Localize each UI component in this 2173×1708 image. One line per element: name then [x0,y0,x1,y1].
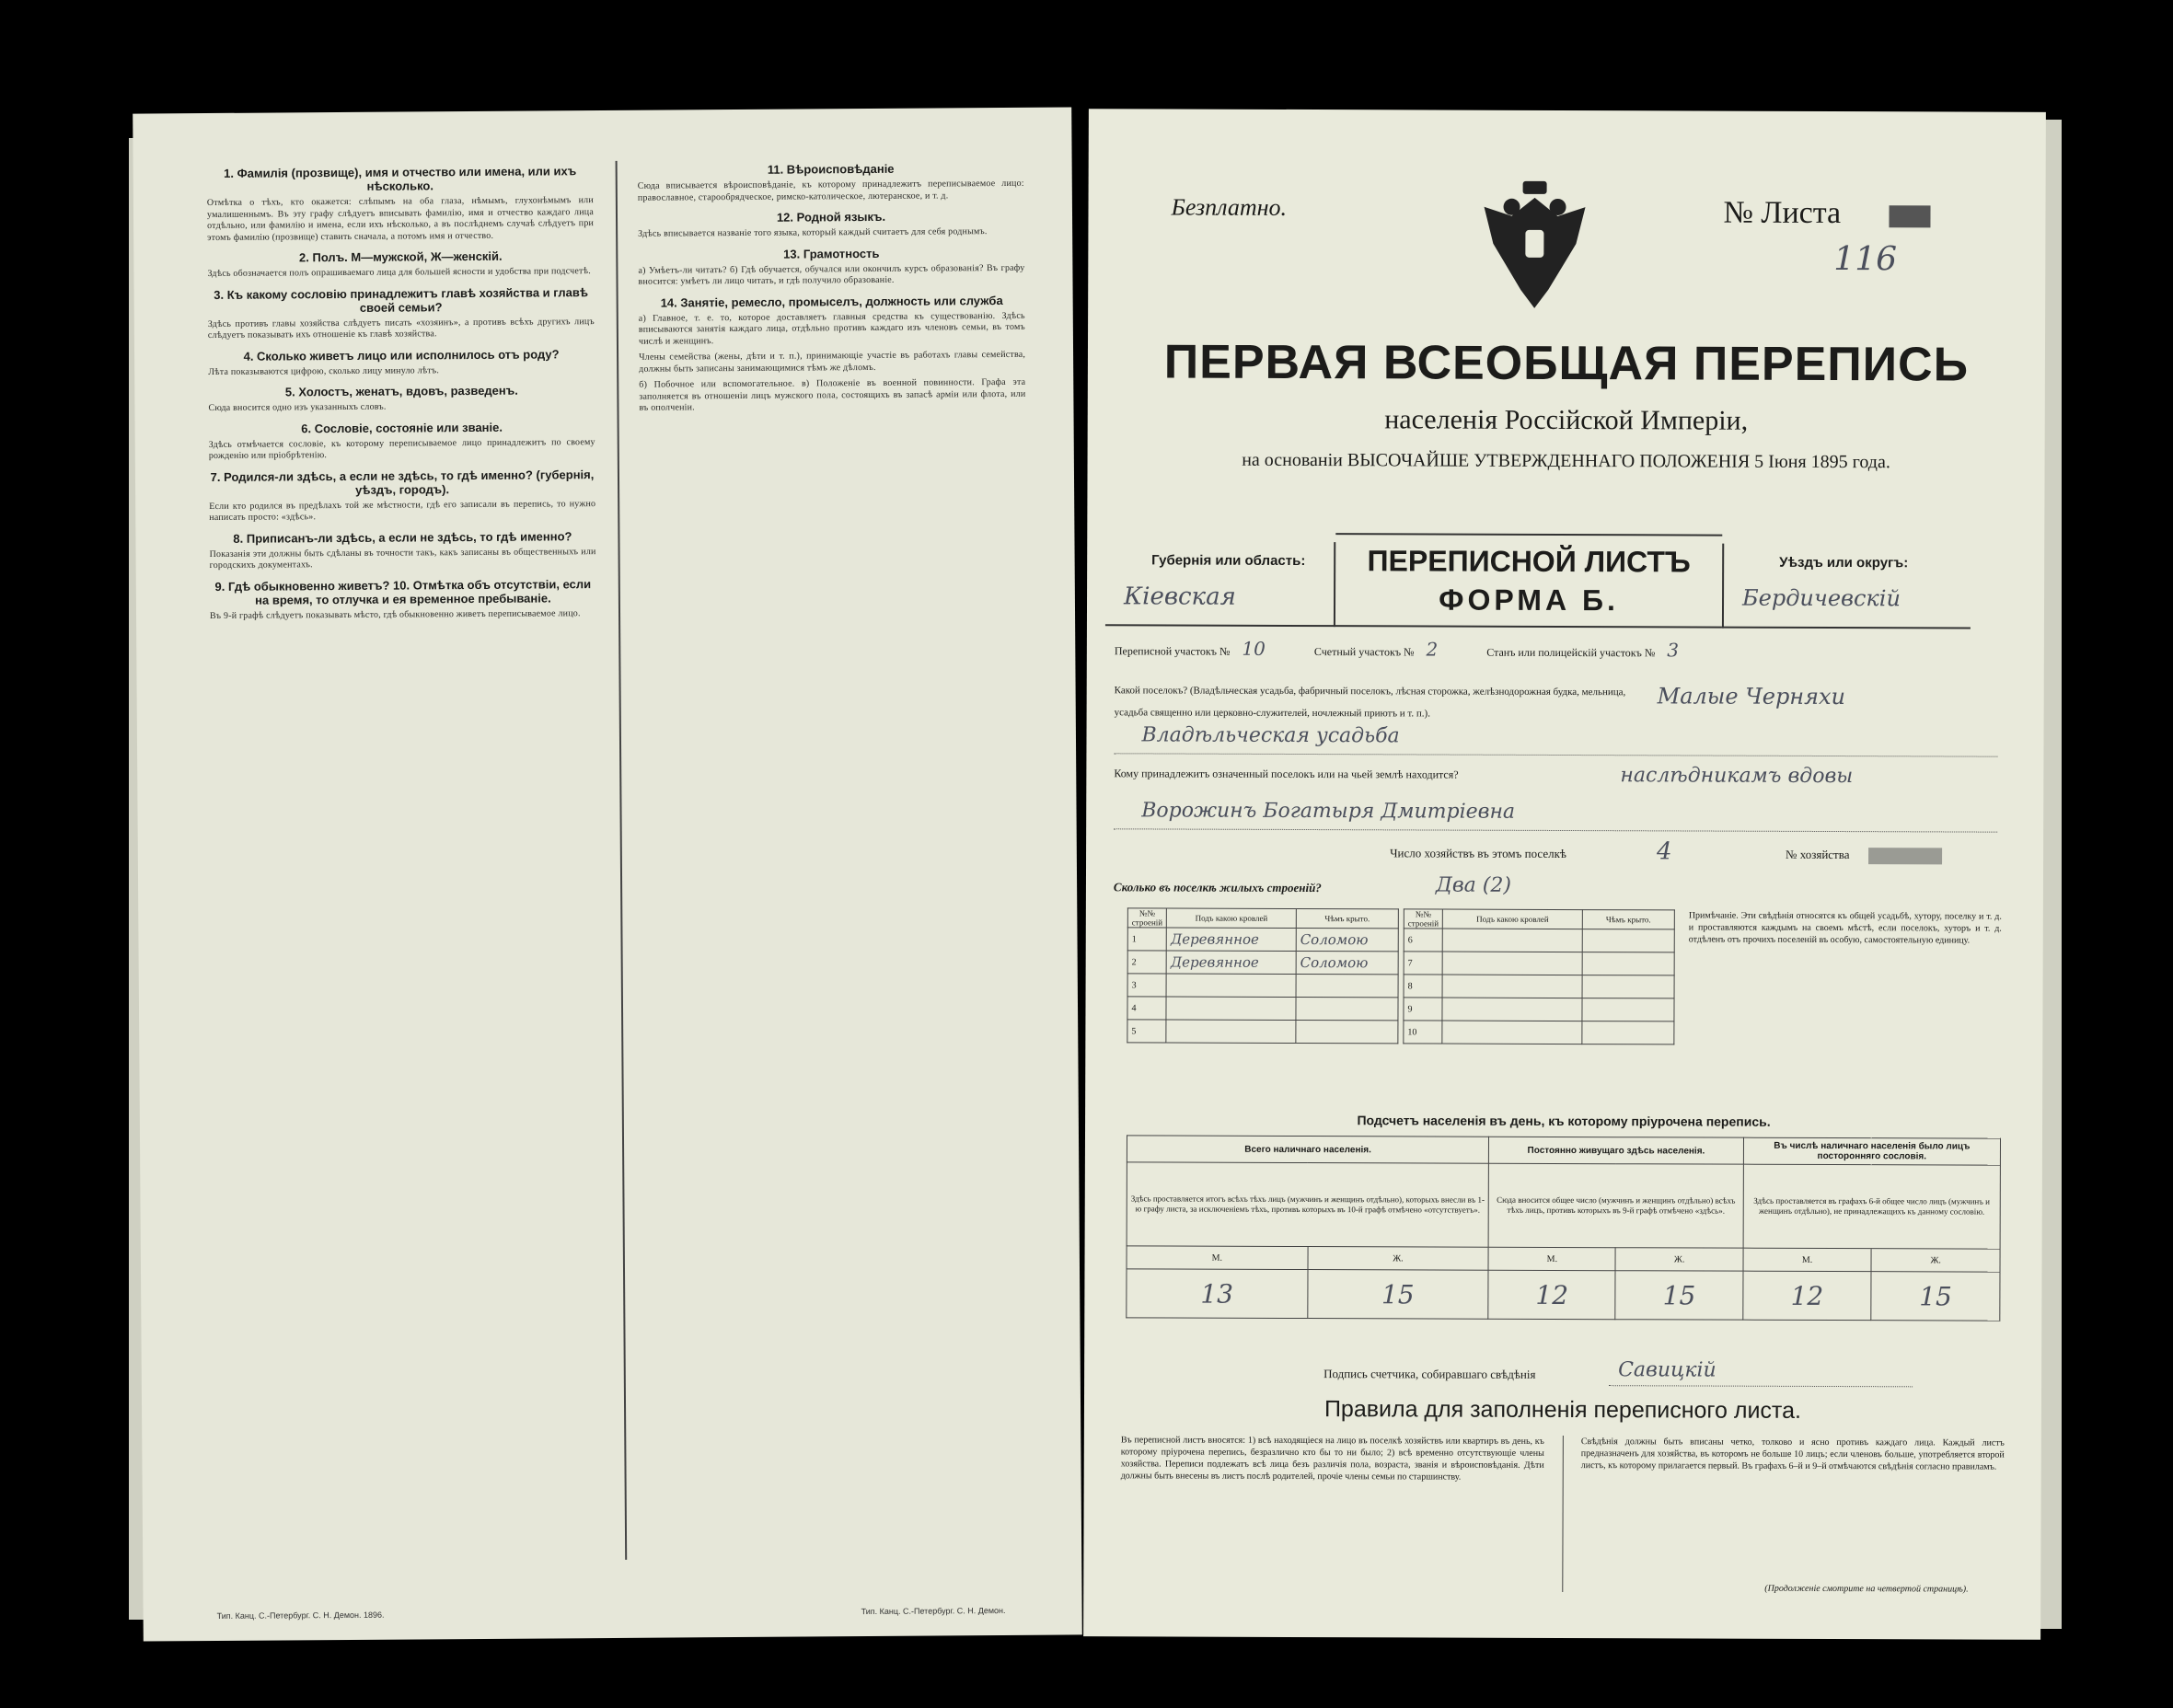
section-text: Въ 9-й графѣ слѣдуетъ показывать мѣсто, гдѣ обыкновенно живетъ переписываемое лицо. [209,607,581,621]
population-count-table [1126,1135,2001,1321]
building-roof [1442,952,1582,975]
female-label: Ж. [1615,1248,1742,1271]
building-roof: Деревянное [1166,928,1296,951]
free-label: Безплатно. [1171,193,1288,221]
building-cover [1582,952,1674,975]
settlement-value-2: Владѣльческая усадьба [1141,723,1400,748]
form-title: ПЕРЕПИСНОЙ ЛИСТЪ [1367,544,1691,579]
table-row [1404,975,1674,998]
buildings-table-right [1403,908,1675,1044]
count-group-desc: Здѣсь проставляется въ графахъ 6-й общее число лицъ (мужчинъ и женщинъ отдѣльно), не принадлежащихъ къ данному сословію. [1743,1164,2001,1249]
count-value: 15 [1307,1270,1488,1320]
section-text: Здѣсь отмѣчается сословіе, къ которому переписываемое лицо принадлежитъ по своему рожденію или пріобрѣтенію. [208,436,595,462]
building-roof [1166,1020,1296,1043]
section-heading: 3. Къ какому сословію принадлежитъ главѣ хозяйства и главѣ своей семьи? [214,284,588,315]
table-row [1404,929,1674,952]
section-heading: 6. Сословіе, состояніе или званіе. [301,420,503,435]
district-label: Уѣздъ или округъ: [1779,554,1909,571]
section-text: Сюда вписывается вѣроисповѣданіе, къ которому принадлежитъ переписываемое лицо: православное, старообрядческое, римско-католическое, лютеранское, и т. д. [637,178,1024,203]
signature-label: Подпись счетчика, собиравшаго свѣдѣнія [1323,1367,1536,1381]
building-cover [1582,1021,1674,1044]
building-roof [1442,975,1582,998]
household-number-stamp [1868,848,1942,864]
section-text: а) Умѣетъ-ли читать? б) Гдѣ обучается, обучался или окончилъ курсъ образованія? Въ графу вносится: умѣетъ ли лицо читать, и гдѣ получило образованіе. [638,262,1025,287]
table-row [1127,997,1398,1021]
building-number: 3 [1127,974,1166,997]
section-text: Здѣсь обозначается полъ опрашиваемаго лица для большей ясности и удобства при подсчетѣ. [207,266,591,280]
rules-title: Правила для заполненія переписного листа. [1323,1396,1802,1424]
section-heading: 13. Грамотность [783,246,880,261]
owner-rule [1114,828,1997,832]
building-roof [1442,1021,1582,1044]
rules-divider [1562,1436,1564,1592]
police-district-value: 3 [1667,639,1680,662]
settlement-rule [1114,753,1997,756]
building-number: 6 [1404,929,1442,952]
district-box [1722,544,1971,629]
table-row [1127,928,1398,952]
buildings-table-left [1127,907,1399,1044]
column-divider [616,161,628,1560]
section-heading: 7. Родился-ли здѣсь, а если не здѣсь, то гдѣ именно? (губернія, уѣздъ, городъ). [210,467,595,497]
section-text: Лѣта показываются цифрою, сколько лицу минуло лѣтъ. [208,364,440,377]
section-heading: 12. Родной языкъ. [776,209,886,225]
left-column-1 [207,156,604,1576]
building-roof [1166,997,1296,1020]
building-number: 9 [1404,998,1442,1021]
count-group-label: Въ числѣ наличнаго населенія было лицъ посторонняго сословія. [1743,1137,2000,1165]
census-district-label: Переписной участокъ № [1114,644,1231,658]
households-value: 4 [1657,837,1672,866]
table-header-cell: №№ строеній [1404,909,1442,929]
footer-left: Тип. Канц. С.-Петербург. С. Н. Демон. 1896. [216,1610,385,1621]
section-heading: 8. Приписанъ-ли здѣсь, а если не здѣсь, то гдѣ именно? [233,528,572,546]
rules-right-column: Свѣдѣнія должны быть вписаны четко, толково и ясно противъ каждаго лица. Каждый листъ предназначенъ для хозяйства, въ которомъ не больше 10 лицъ; если членовъ больше, употребляется второй листъ, къ которому прилагается первый. Въ графахъ 6–й и 9–й отмѣчаются свѣдѣнія согласно правиламъ. [1580,1437,2005,1472]
building-cover [1296,997,1398,1020]
table-header-cell: Подъ какою кровлей [1167,908,1297,928]
building-cover [1296,1020,1398,1043]
table-row [1404,1021,1674,1044]
signature-value: Савицкій [1618,1358,1716,1382]
household-number-label: № хозяйства [1786,847,1850,862]
building-cover: Соломою [1296,928,1398,951]
building-number: 7 [1404,952,1442,975]
table-row [1404,952,1674,975]
building-number: 2 [1127,951,1166,974]
rules-left-column: Въ переписной листъ вносятся: 1) всѣ находящіеся на лицо въ поселкѣ хозяйствъ или квартиръ въ день, къ которому пріурочена перепись, безразлично кто бы то ни было; 2) всѣ временно отсутствующіе члены хозяйства. Переписи подлежатъ всѣ лица безъ различія пола, возраста, званія и вѣроисповѣданія. Дѣти должны быть внесены въ листъ послѣ родителей, прочіе члены семьи по старшинству. [1120,1435,1544,1483]
building-number: 4 [1127,997,1166,1020]
count-group-desc: Сюда вносится общее число (мужчинъ и женщинъ отдѣльно) всѣхъ тѣхъ лицъ, противъ которыхъ въ 9-й графѣ отмѣчено «здѣсь». [1488,1163,1743,1248]
police-district-label: Станъ или полицейскій участокъ № [1486,645,1656,660]
table-row [1127,951,1398,975]
province-label: Губернія или область: [1151,552,1306,570]
female-label: Ж. [1871,1249,2000,1272]
section-heading: 11. Вѣроисповѣданіе [767,161,895,177]
count-district-value: 2 [1426,638,1439,661]
building-cover: Соломою [1296,951,1398,974]
count-group-label: Всего наличнаго населенія. [1127,1136,1488,1163]
section-heading: 14. Занятіе, ремесло, промыселъ, должность или служба [660,293,1003,310]
count-group-label: Постоянно живущаго здѣсь населенія. [1489,1137,1744,1164]
section-text: Члены семейства (жены, дѣти и т. п.), принимающіе участіе въ работахъ главы семейства, должны быть записаны занимающимися тѣмъ же дѣломъ. [639,349,1026,375]
count-value: 13 [1127,1269,1308,1319]
form-title-box [1335,533,1722,628]
buildings-note: Примѣчаніе. Эти свѣдѣнія относятся къ общей усадьбѣ, хутору, поселку и т. д. и проставляются каждымъ на своемъ мѣстѣ, если поселокъ, хуторъ и т. д. отдѣленъ отъ прочихъ поселеній въ особую, самостоятельную единицу. [1688,910,2002,946]
owner-value-2: Ворожинъ Богатыря Дмитріевна [1141,799,1516,824]
table-row [1404,998,1674,1021]
table-header-cell: №№ строеній [1127,908,1166,928]
male-label: М. [1743,1248,1872,1271]
settlement-value: Малые Черняхи [1657,683,1846,710]
double-headed-eagle-icon [1474,179,1595,317]
page-subtitle: населенія Россійской Имперіи, [1384,404,1749,436]
count-district-label: Счетный участокъ № [1313,645,1415,659]
building-roof [1166,974,1296,997]
rules-continued: (Продолженіе смотрите на четвертой страницѣ). [1764,1583,1969,1595]
table-header-cell: Чѣмъ крыто. [1582,910,1674,929]
section-heading: 1. Фамилія (прозвище), имя и отчество или имена, или ихъ нѣсколько. [224,164,577,193]
buildings-value: Два (2) [1435,873,1511,897]
footer-right: Тип. Канц. С.-Петербург. С. Н. Демон. [861,1606,1006,1617]
male-label: М. [1488,1247,1615,1270]
building-cover [1582,929,1674,952]
province-value: Кіевская [1123,583,1236,611]
section-heading: 9. Гдѣ обыкновенно живетъ? 10. Отмѣтка объ отсутствіи, если на время, то отлучка и ея временное пребываніе. [214,576,592,607]
left-column-2 [638,154,1034,1574]
section-heading: 2. Полъ. М—мужской, Ж—женскій. [298,248,503,265]
section-heading: 4. Сколько живетъ лицо или исполнилось отъ роду? [243,346,560,364]
table-row [1127,974,1398,998]
province-box [1105,541,1335,627]
building-roof [1442,929,1582,952]
section-text: а) Главное, т. е. то, которое доставляетъ главныя средства къ существованію. Здѣсь вписываются занятія каждаго лица, отдѣльно противъ каждаго изъ членовъ семьи, въ томъ числѣ и женщинъ. [638,310,1025,347]
section-text: Показанія эти должны быть сдѣланы въ точности такъ, какъ записаны въ общественныхъ или городскихъ документахъ. [209,546,596,571]
section-text: Отмѣтка о тѣхъ, кто окажется: слѣпымъ на оба глаза, нѣмымъ, глухонѣмымъ или умалишеннымъ. Въ эту графу слѣдуетъ вписывать фамилію, имя и отчество каждаго лица отдѣльно, или фамилію и имена, если ихъ нѣсколько, а въ послѣднемъ случаѣ слѣдуетъ при этомъ фамилію (прозвище) ставить сначала, а потомъ имя и отчество. [206,195,595,243]
count-heading: Подсчетъ населенія въ день, къ которому пріурочена перепись. [1357,1113,1771,1129]
page-title: ПЕРВАЯ ВСЕОБЩАЯ ПЕРЕПИСЬ [1163,335,1970,392]
section-text: б) Побочное или вспомогательное. в) Положеніе въ военной повинности. Графа эта заполняется въ отношеніи лицъ мужского пола, состоящихъ въ запасѣ арміи или флота, или въ ополченіи. [639,376,1026,413]
owner-label: Кому принадлежитъ означенный поселокъ или на чьей землѣ находится? [1114,767,1459,781]
count-group-desc: Здѣсь проставляется итогъ всѣхъ тѣхъ лицъ (мужчинъ и женщинъ отдѣльно), которыхъ внесли въ 1-ю графу листа, за исключеніемъ тѣхъ, противъ которыхъ въ 10-й графѣ отмѣчено «отсутствуетъ». [1127,1162,1489,1247]
owner-value: наслѣдникамъ вдовы [1620,764,1854,789]
form-subtitle: ФОРМА Б. [1439,583,1619,617]
table-header-cell: Чѣмъ крыто. [1296,908,1398,928]
table-header-cell: Подъ какою кровлей [1443,909,1583,929]
district-numbers-line [1114,637,1998,662]
sheet-number-label: № Листа [1723,195,1842,231]
building-cover [1582,998,1674,1021]
section-text: Если кто родился въ предѣлахъ той же мѣстности, гдѣ его записали въ перепись, то нужно написать просто: «здѣсь». [209,498,596,524]
page-basis: на основаніи ВЫСОЧАЙШЕ УТВЕРЖДЕННАГО ПОЛОЖЕНІЯ 5 Іюня 1895 года. [1242,449,1890,473]
building-number: 5 [1127,1020,1166,1043]
right-page [1083,109,2046,1640]
section-text: Здѣсь противъ главы хозяйства слѣдуетъ писать «хозяинъ», а противъ всѣхъ другихъ лицъ слѣдуетъ показывать ихъ отношеніе къ главѣ хозяйства. [207,316,595,341]
census-district-value: 10 [1242,637,1266,660]
female-label: Ж. [1308,1247,1489,1271]
settlement-label: Какой поселокъ? (Владѣльческая усадьба, фабричный поселокъ, лѣсная сторожка, желѣзнодорожная будка, мельница, усадьба священно или церковно-служителей, ночлежный приютъ и т. п.). [1114,685,1626,720]
count-value: 15 [1871,1272,2000,1321]
count-value: 12 [1488,1270,1615,1319]
building-number: 10 [1404,1021,1442,1044]
count-value: 12 [1743,1271,1872,1320]
district-value: Бердичевскій [1742,584,1901,612]
male-label: М. [1127,1246,1308,1270]
sheet-number-value: 116 [1833,240,1898,279]
signature-rule [1609,1385,1913,1387]
building-cover [1582,975,1674,998]
section-text: Сюда вносится одно изъ указанныхъ словъ. [208,401,387,414]
left-page [133,107,1082,1641]
building-number: 8 [1404,975,1442,998]
building-number: 1 [1127,928,1166,951]
buildings-label: Сколько въ поселкѣ жилыхъ строеній? [1113,880,1322,895]
building-cover [1296,974,1398,997]
building-roof: Деревянное [1166,951,1296,974]
table-row [1127,1020,1398,1044]
section-text: Здѣсь вписывается названіе того языка, который каждый считаетъ для себя роднымъ. [638,226,988,239]
building-roof [1442,998,1582,1021]
sheet-number-stamp [1889,205,1930,227]
count-value: 15 [1615,1271,1742,1320]
section-heading: 5. Холостъ, женатъ, вдовъ, разведенъ. [284,383,518,399]
households-label: Число хозяйствъ въ этомъ поселкѣ [1390,846,1567,861]
